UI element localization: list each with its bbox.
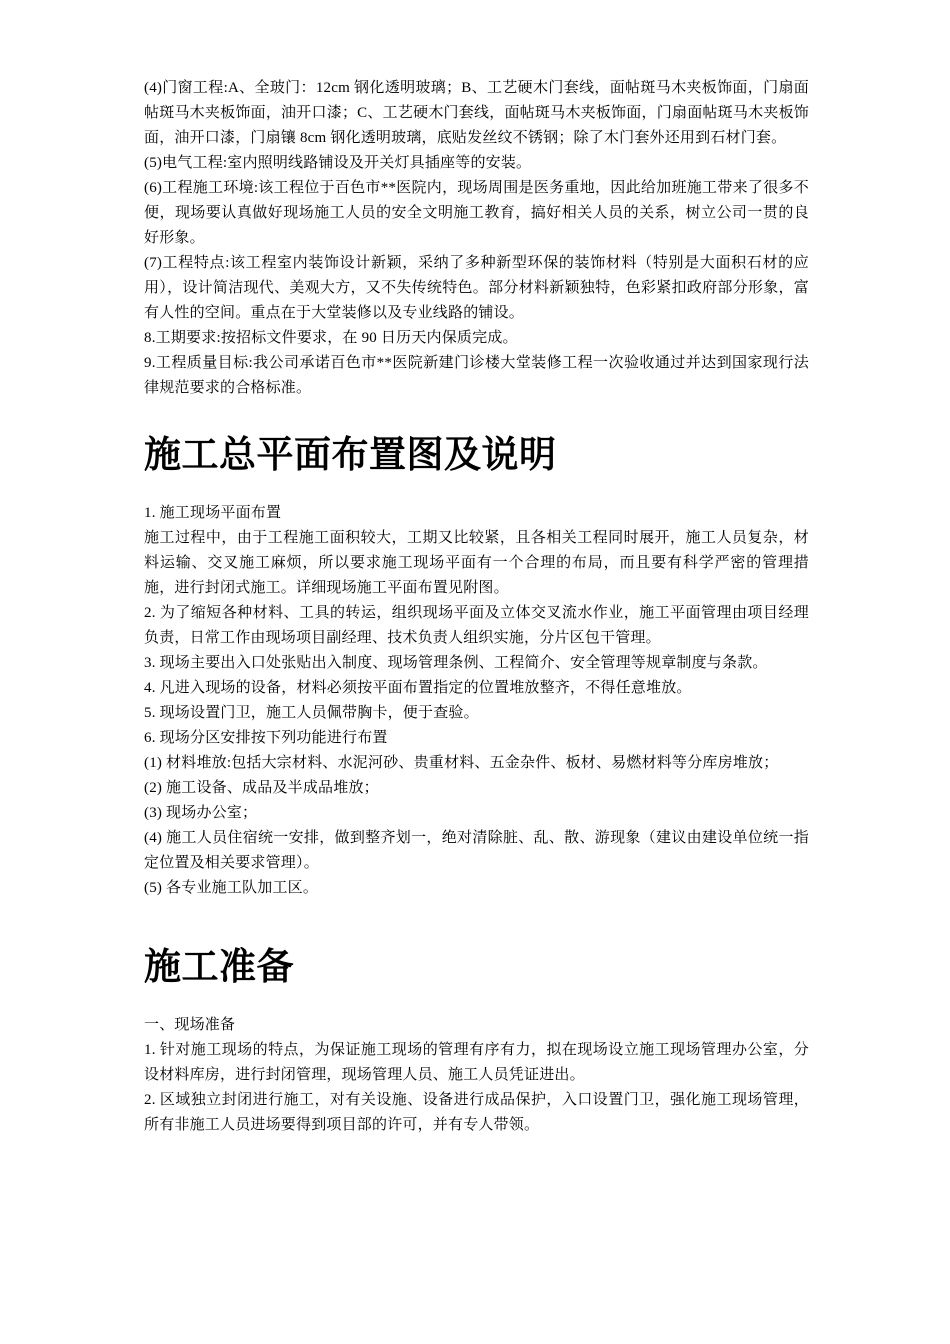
paragraph-schedule: 8.工期要求:按招标文件要求，在 90 日历天内保质完成。	[144, 330, 518, 346]
paragraph-item: 5. 现场设置门卫，施工人员佩带胸卡，便于查验。	[144, 705, 479, 721]
paragraph-doors-windows: (4)门窗工程:A、全玻门：12cm 钢化透明玻璃；B、工艺硬木门套线，面帖斑马木夹板饰面，门扇面帖斑马木夹板饰面，油开口漆；C、工艺硬木门套线，面帖斑马木夹板饰面，门扇面帖斑马木夹板饰面，油开口漆，门扇镶 8cm 钢化透明玻璃，底贴发丝纹不锈钢；除了木门套外还用到石材门套。	[144, 80, 809, 146]
paragraph-quality-target: 9.工程质量目标:我公司承诺百色市**医院新建门诊楼大堂装修工程一次验收通过并达到国家现行法律规范要求的合格标准。	[144, 355, 809, 396]
paragraph-features: (7)工程特点:该工程室内装饰设计新颖，采纳了多种新型环保的装饰材料（特别是大面积石材的应用），设计简洁现代、美观大方，又不失传统特色。部分材料新颖独特，色彩紧扣政府部分形象，富有人性的空间。重点在于大堂装修以及专业线路的铺设。	[144, 255, 809, 321]
section-heading-preparation: 施工准备	[144, 945, 294, 988]
paragraph-item: (3) 现场办公室；	[144, 805, 258, 821]
paragraph-item: 一、现场准备	[144, 1017, 236, 1033]
section-heading-site-layout: 施工总平面布置图及说明	[144, 433, 557, 476]
preparation-section	[144, 1013, 809, 1138]
paragraph-environment: (6)工程施工环境:该工程位于百色市**医院内，现场周围是医务重地，因此给加班施工带来了很多不便，现场要认真做好现场施工人员的安全文明施工教育，搞好相关人员的关系，树立公司一贯的良好形象。	[144, 180, 809, 246]
paragraph-item: (4) 施工人员住宿统一安排，做到整齐划一，绝对清除脏、乱、散、游现象（建议由建设单位统一指定位置及相关要求管理）。	[144, 830, 809, 871]
site-layout-section	[144, 501, 809, 901]
paragraph-item: 2. 为了缩短各种材料、工具的转运，组织现场平面及立体交叉流水作业，施工平面管理由项目经理负责，日常工作由现场项目副经理、技术负责人组织实施，分片区包干管理。	[144, 605, 809, 646]
paragraph-item: (1) 材料堆放:包括大宗材料、水泥河砂、贵重材料、五金杂件、板材、易燃材料等分库房堆放；	[144, 755, 779, 771]
project-overview-section	[144, 76, 809, 401]
paragraph-item: (2) 施工设备、成品及半成品堆放；	[144, 780, 379, 796]
paragraph-item: 2. 区域独立封闭进行施工，对有关设施、设备进行成品保护，入口设置门卫，强化施工现场管理，所有非施工人员进场要得到项目部的许可，并有专人带领。	[144, 1092, 809, 1133]
paragraph-item: 4. 凡进入现场的设备，材料必须按平面布置指定的位置堆放整齐，不得任意堆放。	[144, 680, 692, 696]
paragraph-item: 3. 现场主要出入口处张贴出入制度、现场管理条例、工程简介、安全管理等规章制度与条款。	[144, 655, 768, 671]
paragraph-item: 施工过程中，由于工程施工面积较大，工期又比较紧，且各相关工程同时展开，施工人员复杂，材料运输、交叉施工麻烦，所以要求施工现场平面有一个合理的布局，而且要有科学严密的管理措施，进行封闭式施工。详细现场施工平面布置见附图。	[144, 530, 809, 596]
paragraph-item: 1. 针对施工现场的特点，为保证施工现场的管理有序有力，拟在现场设立施工现场管理办公室，分设材料库房，进行封闭管理，现场管理人员、施工人员凭证进出。	[144, 1042, 809, 1083]
paragraph-electrical: (5)电气工程:室内照明线路铺设及开关灯具插座等的安装。	[144, 155, 532, 171]
paragraph-item: (5) 各专业施工队加工区。	[144, 880, 319, 896]
paragraph-item: 6. 现场分区安排按下列功能进行布置	[144, 730, 388, 746]
paragraph-item: 1. 施工现场平面布置	[144, 505, 282, 521]
document-page	[144, 76, 809, 1138]
